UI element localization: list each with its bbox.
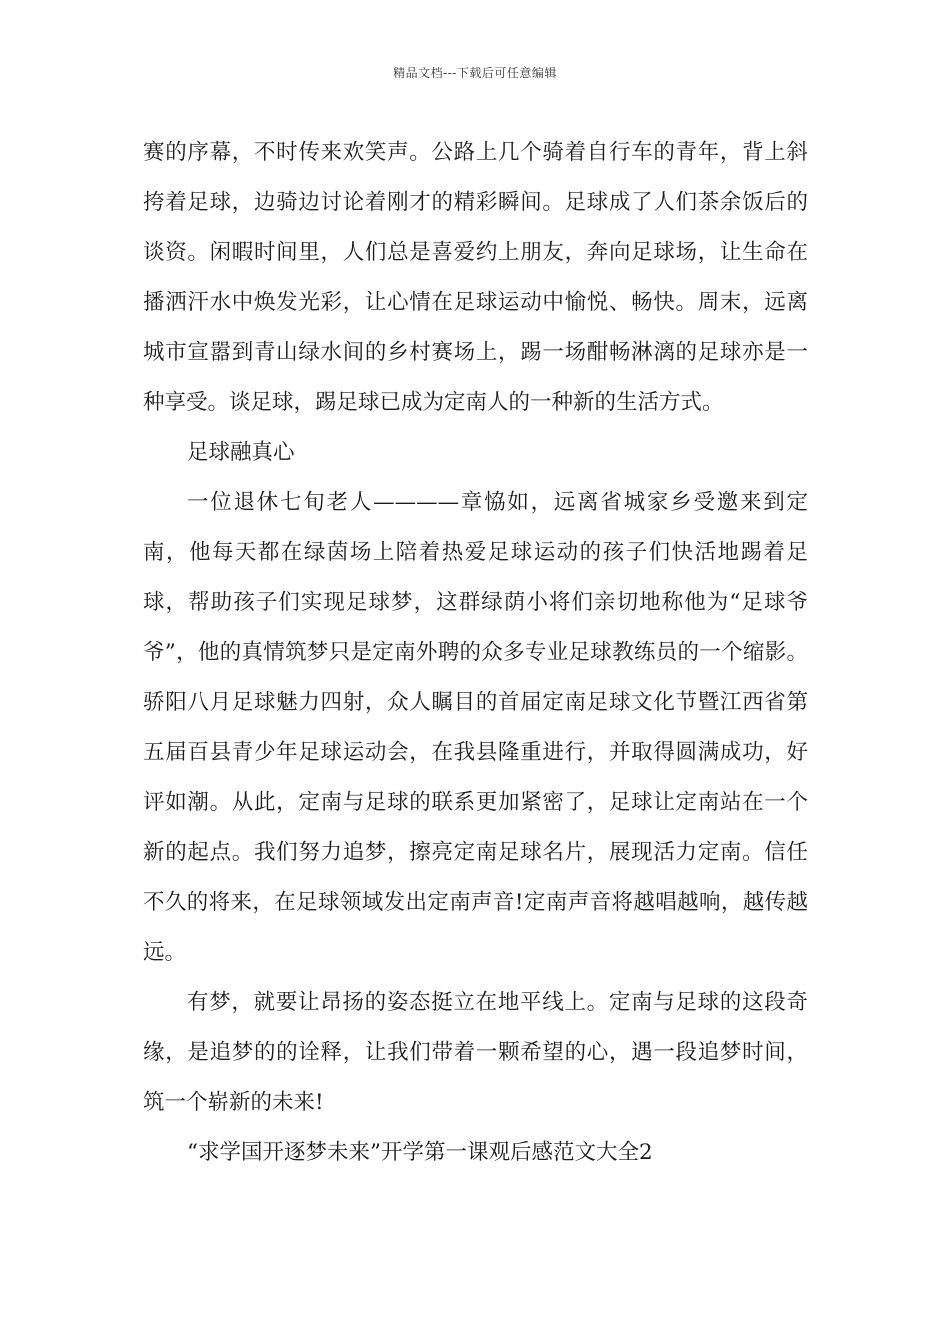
next-article-title: “求学国开逐梦未来”开学第一课观后感范文大全2 (187, 1140, 653, 1165)
paragraph-conclusion: 有梦，就要让昂扬的姿态挺立在地平线上。定南与足球的这段奇缘，是追梦的的诠释，让我们带着一颗希望的心，遇一段追梦时间，筑一个崭新的未来! (143, 990, 808, 1115)
paragraph-story: 一位退休七旬老人————章恊如，远离省城家乡受邀来到定南，他每天都在绿茵场上陪着热爱足球运动的孩子们快活地踢着足球，帮助孩子们实现足球梦，这群绿荫小将们亲切地称他为“足球爷爷”，他的真情筑梦只是定南外聘的众多专业足球教练员的一个缩影。骄阳八月足球魅力四射，众人瞩目的首届定南足球文化节暨江西省第五届百县青少年足球运动会，在我县隆重进行，并取得圆满成功，好评如潮。从此，定南与足球的联系更加紧密了，足球让定南站在一个新的起点。我们努力追梦，擦亮定南足球名片，展现活力定南。信任不久的将来，在足球领域发出定南声音!定南声音将越唱越响，越传越远。 (143, 490, 808, 965)
section-heading: 足球融真心 (187, 440, 295, 465)
document-body (143, 128, 808, 1178)
page-header: 精品文档---下载后可任意编辑 (393, 66, 557, 80)
paragraph-continuation: 赛的序幕，不时传来欢笑声。公路上几个骑着自行车的青年，背上斜挎着足球，边骑边讨论着刚才的精彩瞬间。足球成了人们茶余饭后的谈资。闲暇时间里，人们总是喜爱约上朋友，奔向足球场，让生命在播洒汗水中焕发光彩，让心情在足球运动中愉悦、畅快。周末，远离城市宣嚣到青山绿水间的乡村赛场上，踢一场酣畅淋漓的足球亦是一种享受。谈足球，踢足球已成为定南人的一种新的生活方式。 (143, 140, 808, 415)
